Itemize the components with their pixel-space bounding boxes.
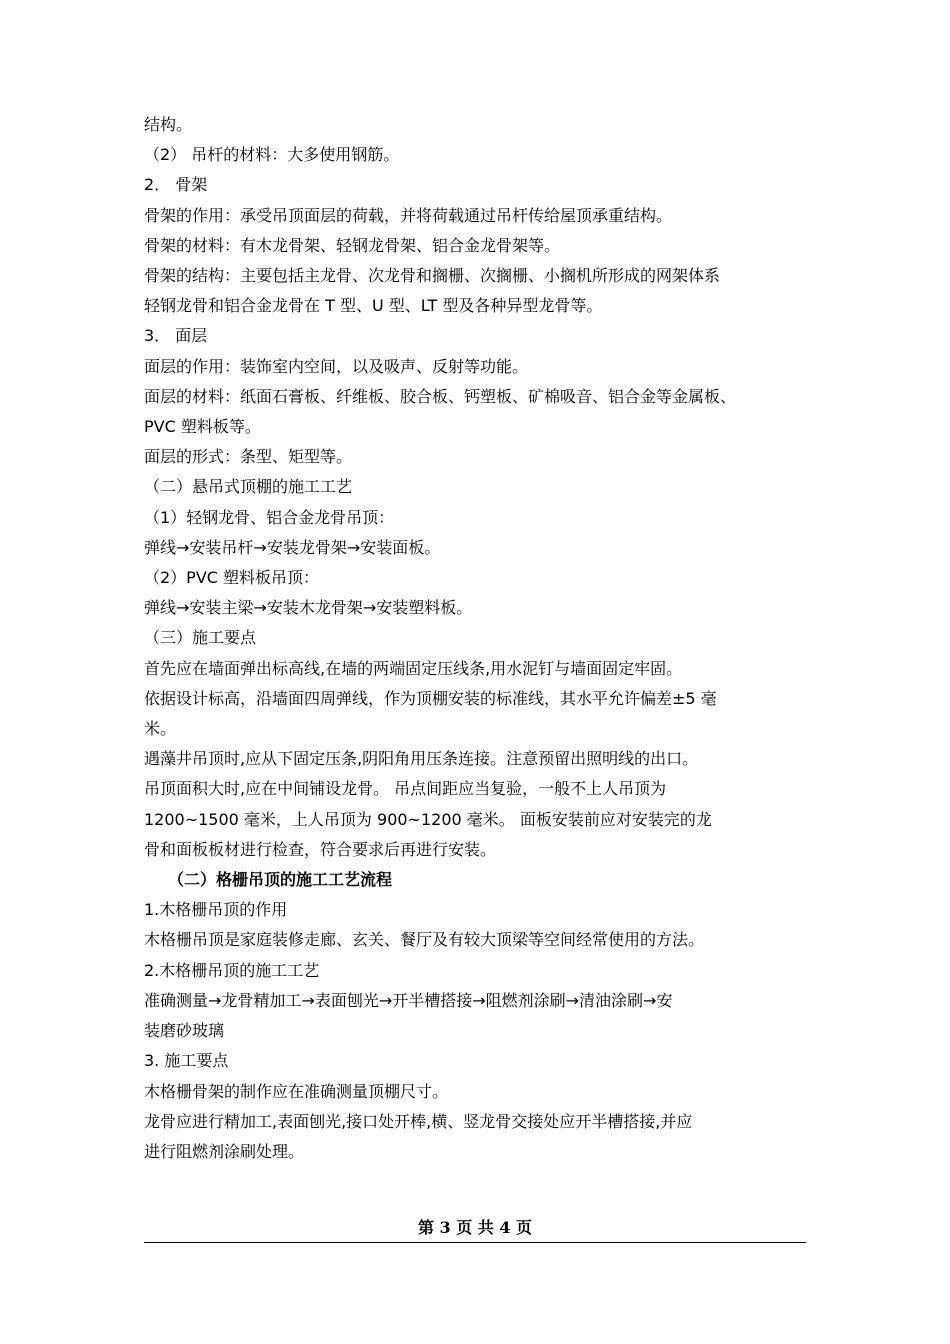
text-line: 1.木格栅吊顶的作用	[144, 900, 288, 920]
section-heading: （二）悬吊式顶棚的施工工艺	[144, 477, 353, 497]
text-line: 骨和面板板材进行检查，符合要求后再进行安装。	[144, 839, 497, 859]
text-line: 骨架的结构：主要包括主龙骨、次龙骨和搁栅、次搁栅、小搁机所形成的网架体系	[144, 266, 721, 286]
text-line: 弹线→安装主梁→安装木龙骨架→安装塑料板。	[144, 598, 473, 618]
text-line: 面层的作用：装饰室内空间，以及吸声、反射等功能。	[144, 356, 529, 376]
section-heading-bold: （二）格栅吊顶的施工工艺流程	[168, 870, 393, 890]
page-number: 第 3 页 共 4 页	[417, 1218, 533, 1237]
section-heading: 2． 骨架	[144, 175, 208, 195]
text-line: 骨架的作用：承受吊顶面层的荷载，并将荷载通过吊杆传给屋顶承重结构。	[144, 205, 673, 225]
text-line: 木格栅吊顶是家庭装修走廊、玄关、餐厅及有较大顶梁等空间经常使用的方法。	[144, 930, 705, 950]
text-line: 木格栅骨架的制作应在准确测量顶棚尺寸。	[144, 1081, 449, 1101]
text-line: 2.木格栅吊顶的施工工艺	[144, 960, 320, 980]
text-line: 骨架的材料：有木龙骨架、轻钢龙骨架、铝合金龙骨架等。	[144, 235, 561, 255]
text-line: 龙骨应进行精加工,表面刨光,接口处开棒,横、竖龙骨交接处应开半槽搭接,并应	[144, 1111, 693, 1131]
text-line: 米。	[144, 719, 177, 739]
text-line: （1）轻钢龙骨、铝合金龙骨吊顶：	[144, 507, 395, 527]
text-line: 轻钢龙骨和铝合金龙骨在 T 型、U 型、LT 型及各种异型龙骨等。	[144, 296, 603, 316]
text-line: 3. 施工要点	[144, 1051, 229, 1071]
text-line: 面层的材料：纸面石膏板、纤维板、胶合板、钙塑板、矿棉吸音、铝合金等金属板、	[144, 386, 737, 406]
document-body	[144, 110, 809, 1167]
text-line: 1200~1500 毫米，上人吊顶为 900~1200 毫米。 面板安装前应对安装完的龙	[144, 809, 712, 829]
text-line: （2）PVC 塑料板吊顶：	[144, 568, 320, 588]
text-line: 弹线→安装吊杆→安装龙骨架→安装面板。	[144, 537, 441, 557]
text-line: 首先应在墙面弹出标高线,在墙的两端固定压线条,用水泥钉与墙面固定牢固。	[144, 658, 683, 678]
text-line: 装磨砂玻璃	[144, 1021, 225, 1041]
section-heading: （三）施工要点	[144, 628, 257, 648]
text-line: PVC 塑料板等。	[144, 417, 261, 437]
text-line: 进行阻燃剂涂刷处理。	[144, 1141, 305, 1161]
text-line: 吊顶面积大时,应在中间铺设龙骨。 吊点间距应当复验，一般不上人吊顶为	[144, 779, 667, 799]
text-line: 面层的形式：条型、矩型等。	[144, 447, 353, 467]
text-line: 结构。	[144, 115, 193, 134]
text-line: 准确测量→龙骨精加工→表面刨光→开半槽搭接→阻燃剂涂刷→清油涂刷→安	[144, 990, 673, 1010]
text-line: （2） 吊杆的材料：大多使用钢筋。	[144, 145, 400, 165]
text-line: 依据设计标高，沿墙面四周弹线，作为顶棚安装的标准线，其水平允许偏差±5 毫	[144, 688, 717, 708]
section-heading: 3． 面层	[144, 326, 208, 346]
page-footer	[144, 1214, 806, 1243]
text-line: 遇藻井吊顶时,应从下固定压条,阴阳角用压条连接。注意预留出照明线的出口。	[144, 749, 699, 769]
